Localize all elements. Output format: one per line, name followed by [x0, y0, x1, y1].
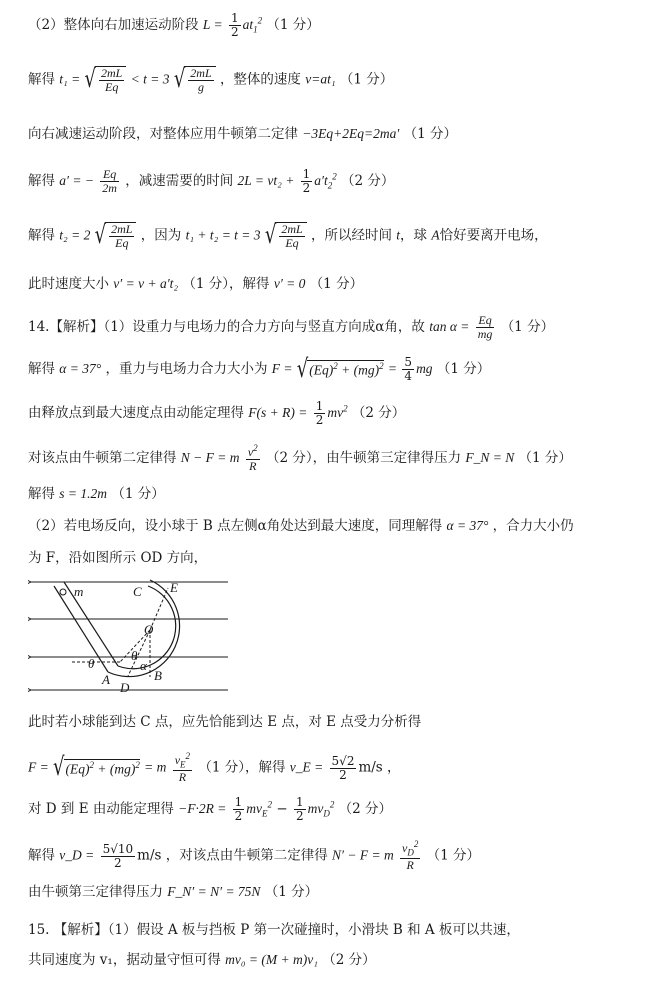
text: ， [387, 759, 401, 776]
text-line [28, 922, 520, 938]
text-line [28, 518, 574, 534]
label-theta: θ [88, 656, 95, 671]
text: （2 分） [322, 952, 376, 968]
text: 此时若小球能到达 C 点，应先恰能到达 E 点，对 E 点受力分析得 [28, 714, 422, 730]
formula: N′ − F = m [332, 847, 394, 863]
formula: L = [202, 17, 223, 33]
formula: t₁ = [59, 71, 81, 87]
text: （1 分），解得 [182, 276, 274, 292]
text: ，因为 [140, 227, 186, 244]
text: 对 D 到 E 由动能定理得 [28, 801, 179, 818]
text-line: 由释放点到最大速度点由动能定理得 F(s + R) = $\frac{1}{2}$ $mv^2$ （2 分） [28, 399, 406, 428]
label-b: B [154, 668, 162, 683]
text-line: $F = √(Eq)^2 + (mg)^2 = m$ $\frac{v_E^2}{R}$ （1 分），解得 v_E = $\frac{5√2}{2}$ m/s ， [28, 751, 401, 785]
text-line: 对 D 到 E 由动能定理得 −F·2R = $\frac{1}{2}$ $mv_E^2$ − $\frac{1}{2}$ $mv_D^2$ （2 分） [28, 795, 393, 824]
text: 此时速度大小 [28, 276, 114, 292]
text: （1 分） [518, 450, 572, 467]
formula: < t = 3 [130, 71, 170, 87]
formula: 2L = vt₂ + [237, 173, 295, 189]
formula: A [431, 227, 440, 243]
formula: t₂ = 2 [59, 227, 91, 243]
formula: s = 1.2m [59, 486, 108, 501]
formula: −3Eq+2Eq=2ma′ [302, 126, 400, 141]
text-line [28, 550, 207, 566]
text: （1 分） [436, 361, 491, 378]
formula: v′ = 0 [273, 276, 306, 291]
text: （2）若电场反向，设小球于 B 点左侧α角处达到最大速度，同理解得 [28, 518, 447, 534]
text-line: 解得 α = 37° ，重力与电场力合力大小为 $F = √(Eq)^2 + (mg)^2$ = $\frac{5}{4}$ mg （1 分） [28, 354, 491, 384]
incline-track [64, 582, 118, 666]
formula: F_N = N [465, 450, 515, 466]
text-line: （2）整体向右加速运动阶段 L = $\frac{1}{2}$ $at_1^2$ （1 分） [28, 11, 320, 40]
text: 解得 [28, 361, 60, 378]
text-line [28, 126, 457, 142]
text: 解得 [28, 227, 60, 244]
text: （1 分） [339, 71, 394, 88]
text: （1 分） [266, 17, 320, 34]
text-line: 解得 t₂ = 2 √ $\frac{2mL}{Eq}$ ，因为 t₁ + t₂ = t = 3 √ $\frac{2mL}{Eq}$ ，所以经时间 t，球 A恰好要离开电场， [28, 221, 548, 251]
text: ，球 [400, 227, 432, 244]
text: ，整体的速度 [219, 71, 306, 88]
label-theta: θ [131, 648, 138, 663]
text: 共同速度为 v₁，据动量守恒可得 [28, 952, 226, 968]
formula: α = 37° [446, 518, 489, 533]
text: 对该点由牛顿第二定律得 [28, 450, 181, 467]
fraction: $\frac{1}{2}$ [230, 11, 239, 40]
formula: mg [416, 361, 433, 377]
text-line [28, 276, 363, 292]
text-line [28, 952, 376, 968]
formula: = m [144, 759, 167, 775]
label-m: m [74, 584, 84, 599]
formula: m/s [137, 847, 162, 864]
text: 由释放点到最大速度点由动能定理得 [28, 405, 249, 422]
formula: m/s [358, 759, 383, 776]
text-line [28, 714, 421, 730]
text-line: 对该点由牛顿第二定律得 N − F = m $\frac{v^2}{R}$ （2 分），由牛顿第三定律得压力 F_N = N （1 分） [28, 443, 572, 474]
text-line: 解得 t₁ = √ $\frac{2mL}{Eq}$ < t = 3 √ $\frac{2mL}{g}$ ，整体的速度 v=at₁ （1 分） [28, 65, 394, 95]
text: （1 分） [500, 319, 555, 336]
text: ，减速需要的时间 [125, 173, 238, 190]
formula: F = [28, 759, 49, 775]
text: （1 分） [426, 847, 481, 864]
text: ，对该点由牛顿第二定律得 [165, 847, 333, 864]
formula: F = [271, 361, 293, 377]
physics-diagram [28, 572, 233, 692]
text: 由牛顿第三定律得压力 [28, 884, 168, 900]
label-a: A [102, 672, 110, 687]
ball [60, 589, 66, 595]
formula: = [387, 361, 401, 377]
text: （1 分） [111, 486, 165, 502]
text: 解得 [28, 486, 60, 502]
formula: F_N′ = N′ = 75N [167, 884, 261, 899]
text: 向右减速运动阶段，对整体应用牛顿第二定律 [28, 126, 303, 142]
text: 14.【解析】（1）设重力与电场力的合力方向与竖直方向成α角，故 [28, 319, 430, 336]
text-line [28, 486, 165, 502]
formula: v_D = [59, 847, 95, 863]
text: 15. 【解析】（1）假设 A 板与挡板 P 第一次碰撞时，小滑块 B 和 A 板可以共速， [28, 922, 520, 938]
text-line: 解得 v_D = $\frac{5√10}{2}$ m/s ，对该点由牛顿第二定律得 N′ − F = m $\frac{v_D^2}{R}$ （1 分） [28, 839, 481, 873]
text: （2 分） [338, 801, 393, 818]
label-o: O [144, 622, 154, 637]
formula: v′ = v + a′t₂ [113, 276, 179, 291]
text-line [28, 884, 318, 900]
formula: t₁ + t₂ = t = 3 [185, 227, 261, 243]
text: （1 分） [309, 276, 364, 292]
label-d: D [120, 680, 130, 692]
formula: −F·2R = [178, 801, 227, 817]
formula: a′ = − [59, 173, 94, 189]
text: （1 分） [403, 126, 458, 142]
text: ，所以经时间 [310, 227, 397, 244]
text: 恰好要离开电场， [439, 227, 548, 244]
formula: t [396, 227, 401, 243]
text-line: 14.【解析】（1）设重力与电场力的合力方向与竖直方向成α角，故 tan α = $\frac{Eq}{mg}$ （1 分） [28, 313, 555, 342]
text: （1 分），解得 [198, 759, 290, 776]
text: （2 分），由牛顿第三定律得压力 [265, 450, 466, 467]
formula: N − F = m [180, 450, 240, 466]
text: 解得 [28, 71, 60, 88]
formula: v=at₁ [305, 71, 336, 87]
label-e: E [170, 580, 178, 595]
text-line: 解得 a′ = − $\frac{Eq}{2m}$ ，减速需要的时间 2L = vt₂ + $\frac{1}{2}$ $a't_2^2$ （2 分） [28, 167, 395, 196]
text: （2 分） [351, 405, 406, 422]
text: 解得 [28, 847, 60, 864]
text: ，重力与电场力合力大小为 [105, 361, 272, 378]
text: ，合力大小仍 [492, 518, 574, 534]
text: （2 分） [341, 173, 395, 190]
text: （1 分） [264, 884, 319, 900]
label-c: C [133, 584, 142, 599]
formula: mv₀ = (M + m)v₁ [225, 952, 318, 967]
formula: F(s + R) = [248, 405, 308, 421]
text: （2）整体向右加速运动阶段 [28, 17, 203, 34]
text: 为 F，沿如图所示 OD 方向， [28, 550, 208, 566]
formula: α = 37° [59, 361, 102, 377]
text: 解得 [28, 173, 60, 190]
label-alpha: α [140, 658, 147, 673]
formula: v_E = [289, 759, 324, 775]
formula: tan α = [429, 319, 470, 335]
